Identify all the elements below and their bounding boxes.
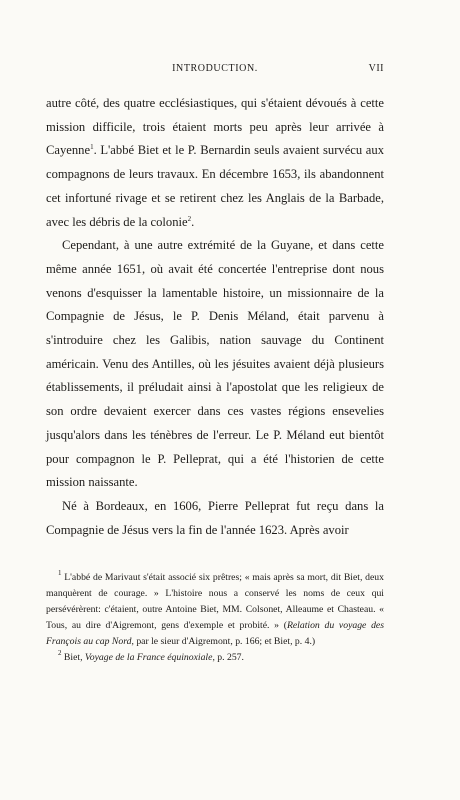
footnote-2-title: Voyage de la France équinoxiale <box>84 652 213 664</box>
page-number: VII <box>368 63 384 74</box>
footnote-1 <box>46 570 384 650</box>
footnote-2 <box>46 650 384 666</box>
paragraph-2: Cependant, à une autre extrémité de la Guyane, et dans cette même année 1651, où avait été concertée l'entreprise dont nous venons d'esquisser la lamentable histoire, un missionnaire de la Compagnie de Jésus, le P. Denis Méland, était parvenu à s'introduire chez les Galibis, nation sauvage du Continent américain. Venu des Antilles, où les jésuites avaient déjà plusieurs établissements, il préludait ainsi à l'apostolat que les religieux de son ordre devaient exercer dans ces vastes régions ensevelies jusqu'alors dans les ténèbres de l'erreur. Le P. Méland eut bientôt pour compagnon le P. Pelleprat, qui a été l'historien de cette mission naissante. <box>46 238 384 490</box>
footnote-2-text-end: , p. 257. <box>212 652 244 664</box>
footnotes <box>46 570 384 667</box>
footnote-ref-1: 1 <box>90 143 94 152</box>
footnote-1-title: Relation du voyage des François au cap Nord <box>46 620 384 648</box>
body-text <box>46 92 384 542</box>
running-header <box>46 63 384 77</box>
paragraph-3: Né à Bordeaux, en 1606, Pierre Pelleprat fut reçu dans la Compagnie de Jésus vers la fin de l'année 1623. Après avoir <box>46 498 384 537</box>
paragraph-1-text-cont: . L'abbé Biet et le P. Bernardin seuls avaient survécu aux compagnons de leurs travaux. En décembre 1653, ils abandonnent cet infortuné rivage et se retirent chez les Anglais de la Barbade, avec les débris de la colonie <box>46 143 384 229</box>
paragraph-1 <box>46 92 384 234</box>
paragraph-1-text-end: . <box>191 214 195 229</box>
footnote-ref-2: 2 <box>187 214 192 223</box>
footnote-1-number: 1 <box>58 569 62 577</box>
footnote-2-text: Biet, <box>63 652 85 664</box>
footnote-2-number: 2 <box>58 649 62 658</box>
footnote-1-text: L'abbé de Marivaut s'était associé six prêtres; « mais après sa mort, dit Biet, deux manquèrent de courage. » L'histoire nous a conservé les noms de ceux qui persévérèrent: c'étaient, outre Antoine Biet, MM. Colsonet, Alleaume et Chasteau. « Tous, au dire d'Aigremont, gens d'exemple et probité. » ( <box>46 572 384 632</box>
paragraph-1-text: autre côté, des quatre ecclésiastiques, qui s'étaient dévoués à cette mission difficile, trois étaient morts peu après leur arrivée à Cayenne <box>46 96 384 158</box>
footnote-1-text-end: , par le sieur d'Aigremont, p. 166; et Biet, p. 4.) <box>131 636 316 648</box>
running-title: INTRODUCTION. <box>172 63 258 74</box>
